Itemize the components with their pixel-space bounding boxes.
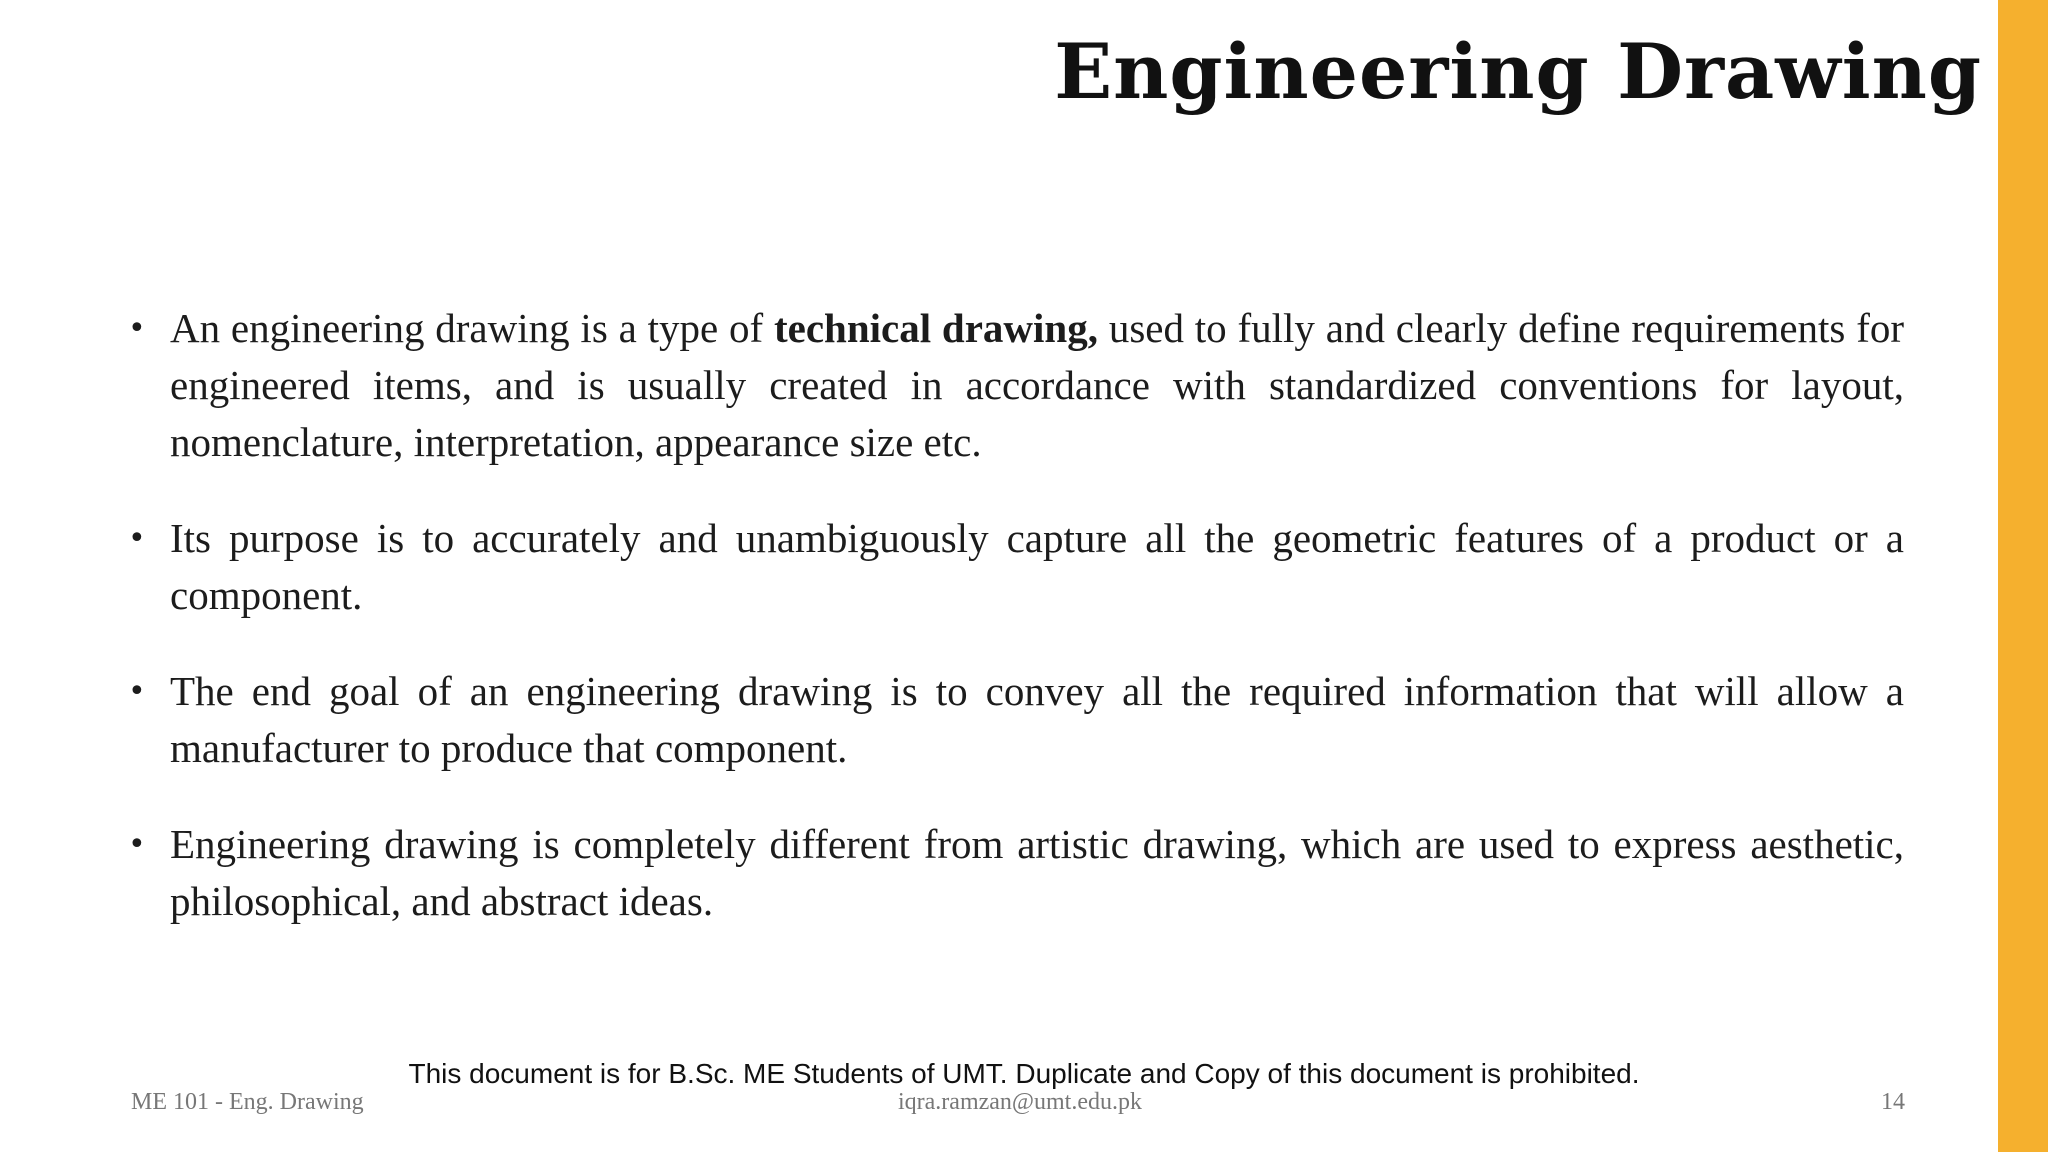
bullet-item — [128, 300, 1904, 471]
bullet-icon: • — [128, 521, 146, 556]
footer-page-number: 14 — [1881, 1089, 1905, 1115]
bullet-icon: • — [128, 674, 146, 709]
footer-course: ME 101 - Eng. Drawing — [131, 1089, 364, 1115]
bullet-text-pre: An engineering drawing is a type of — [170, 305, 774, 351]
bullet-text-bold: technical drawing, — [773, 305, 1098, 351]
bullet-text-post: used to fully and clearly define requirements for engineered items, and is usually created in accordance with standardized conventions for layout, nomenclature, interpretation, appearance size etc. — [170, 305, 1905, 465]
bullet-icon: • — [128, 827, 146, 862]
bullet-text: Its purpose is to accurately and unambiguously capture all the geometric features of a product or a component. — [170, 515, 1904, 618]
copyright-notice: This document is for B.Sc. ME Students of UMT. Duplicate and Copy of this document is prohibited. — [408, 1058, 1640, 1089]
bullet-icon: • — [128, 311, 146, 346]
slide-title: Engineering Drawing — [1054, 27, 1982, 116]
bullet-item — [128, 663, 1904, 777]
footer-email: iqra.ramzan@umt.edu.pk — [897, 1089, 1143, 1115]
bullet-item — [128, 816, 1904, 930]
bullet-text: The end goal of an engineering drawing is to convey all the required information that will allow a manufacturer to produce that component. — [170, 668, 1904, 771]
bullet-text: Engineering drawing is completely different from artistic drawing, which are used to express aesthetic, philosophical, and abstract ideas. — [170, 821, 1904, 924]
bullet-item — [128, 510, 1904, 624]
bullet-list — [128, 300, 1904, 969]
accent-bar — [1998, 0, 2048, 1152]
